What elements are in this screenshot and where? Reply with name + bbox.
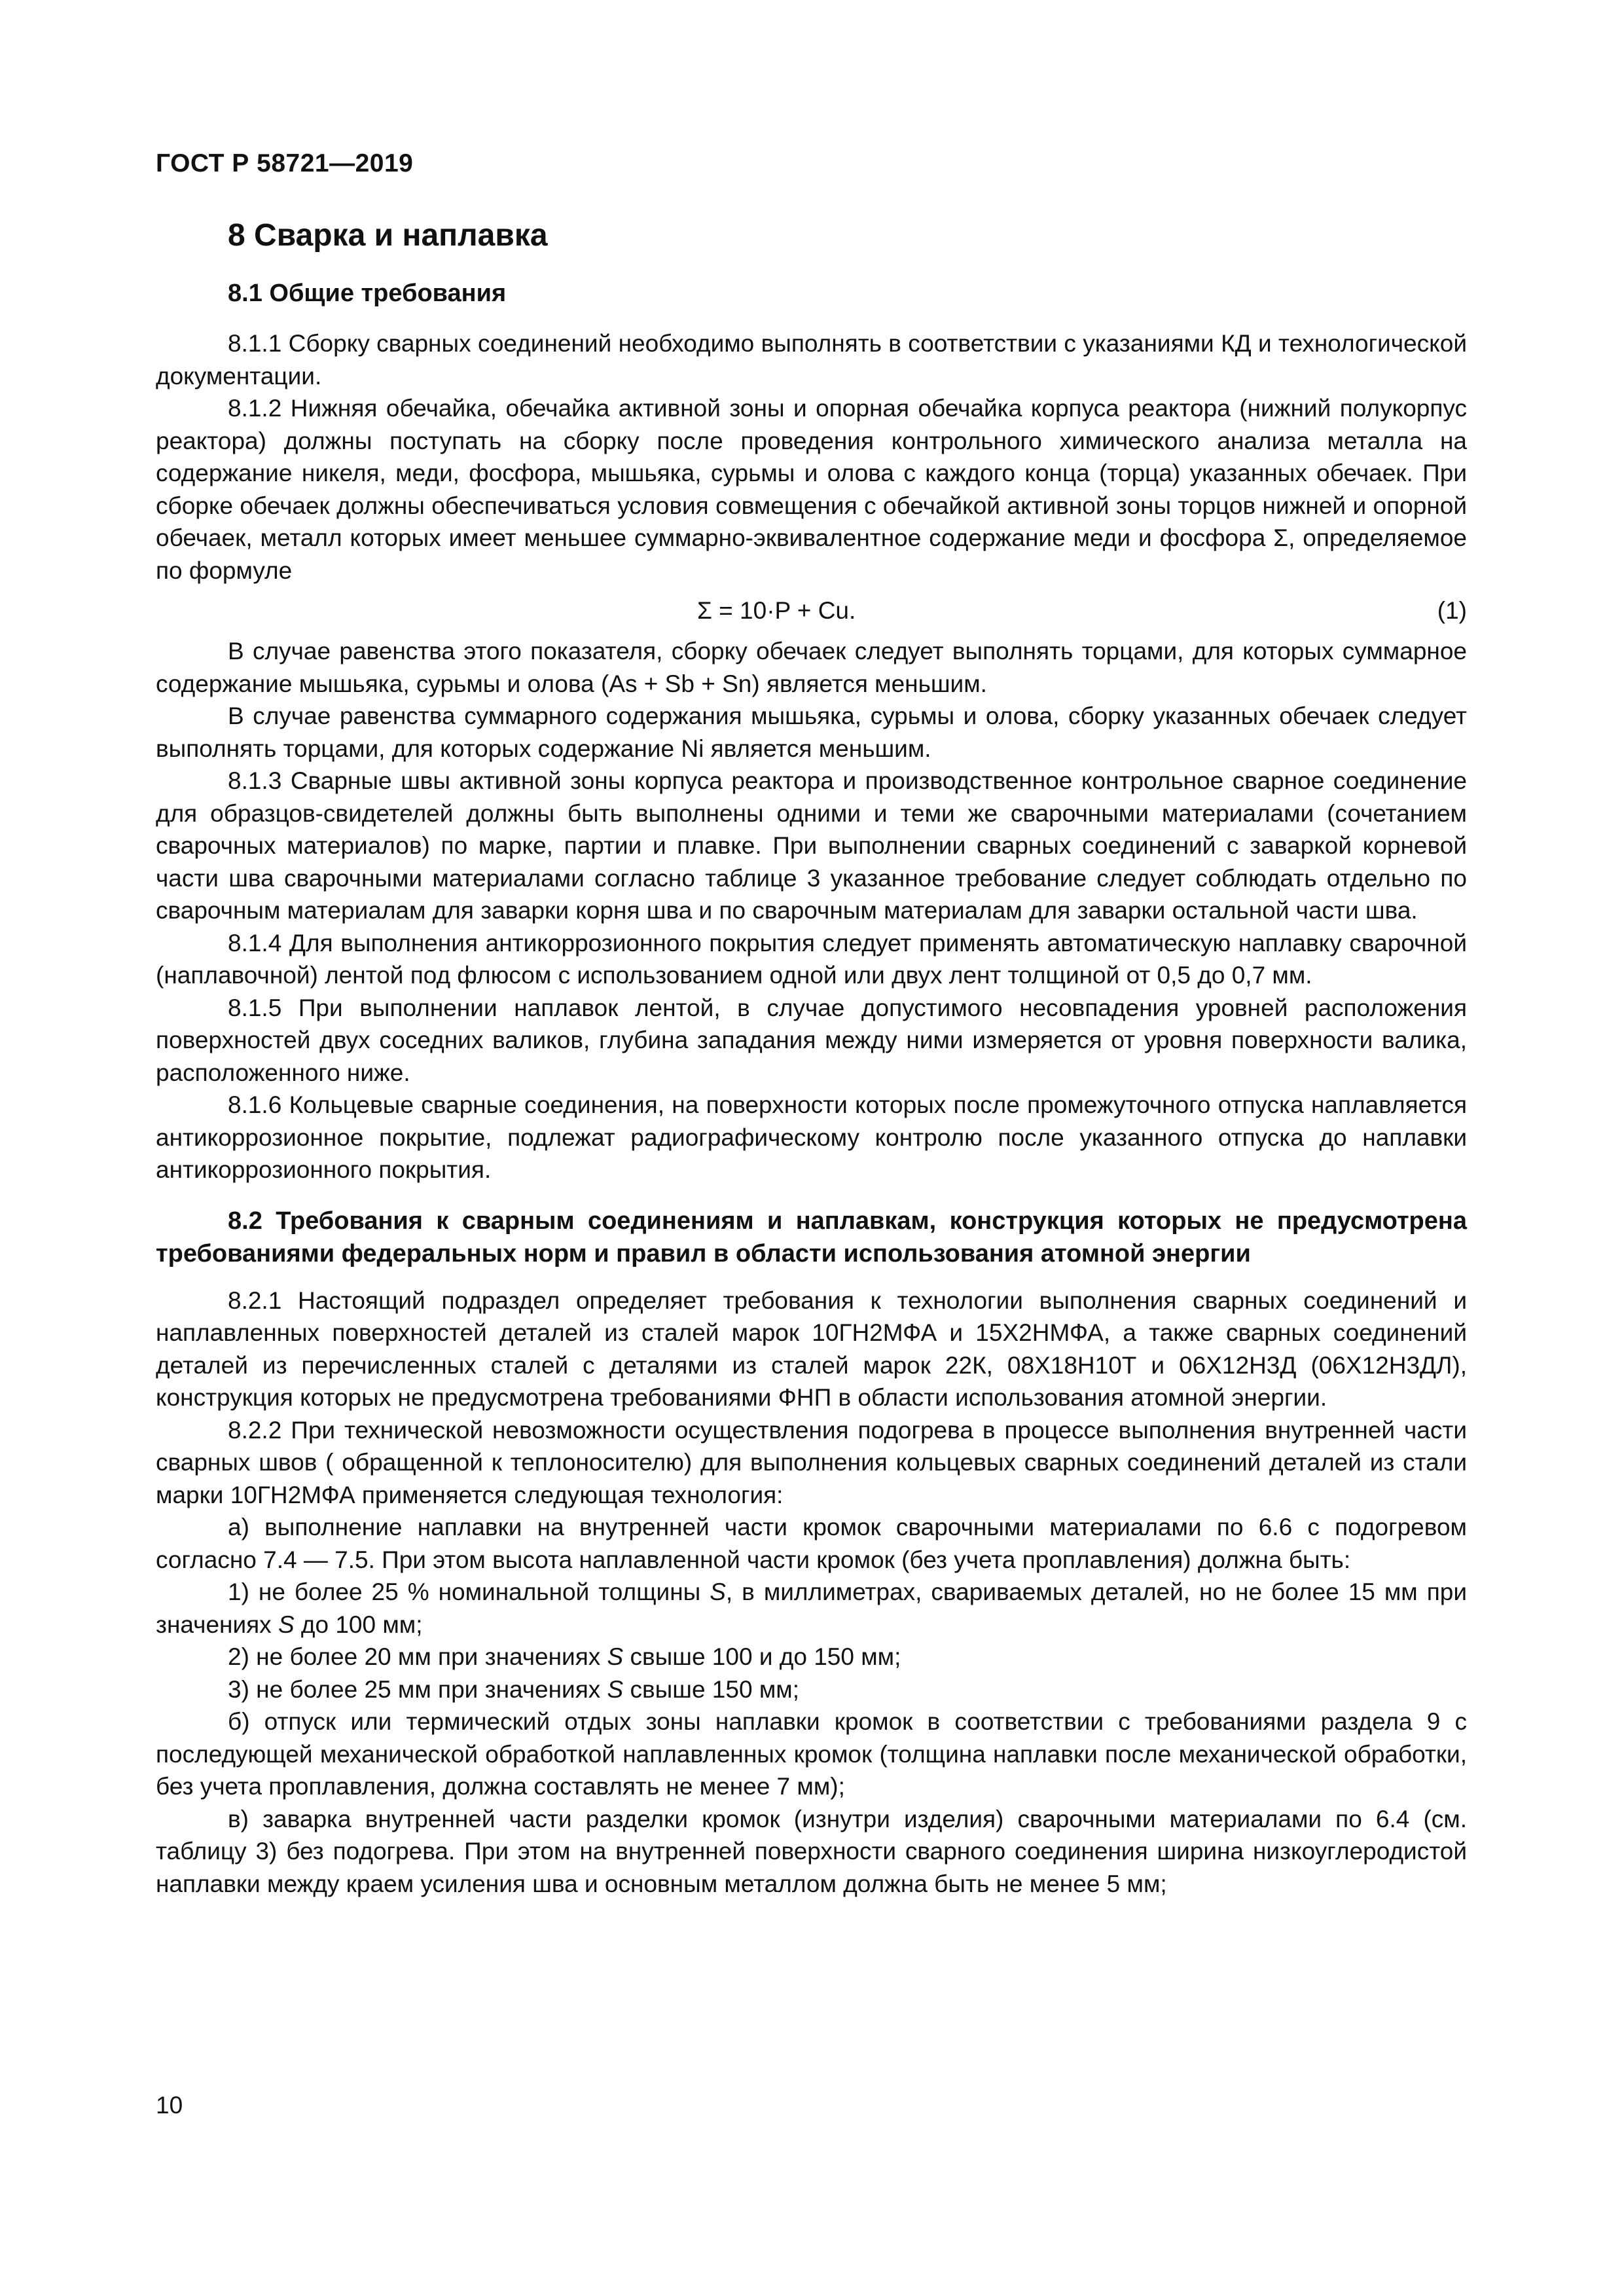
paragraph-8-2-1: 8.2.1 Настоящий подраздел определяет требования к технологии выполнения сварных соединений и наплавленных поверхностей деталей из сталей марок 10ГН2МФА и 15Х2НМФА, а также сварных соединений деталей из перечисленных сталей с деталями из сталей марок 22К, 08Х18Н10Т и 06Х12Н3Д (06Х12Н3ДЛ), конструкция которых не предусмотрена требованиями ФНП в области использования атомной энергии. xyxy=(156,1286,1467,1411)
formula-number: (1) xyxy=(1437,597,1467,624)
paragraph-8-2-2: 8.2.2 При технической невозможности осуществления подогрева в процессе выполнения внутренней части сварных швов ( обращенной к теплоносителю) для выполнения кольцевых сварных соединений деталей из стали марки 10ГН2МФА применяется следующая технология: xyxy=(156,1416,1467,1508)
page-number: 10 xyxy=(156,2092,183,2119)
paragraph-8-1-5: 8.1.5 При выполнении наплавок лентой, в случае допустимого несовпадения уровней расположения поверхностей двух соседних валиков, глубина западания между ними измеряется от уровня поверхности валика, расположенного ниже. xyxy=(156,994,1467,1086)
document-code-header: ГОСТ Р 58721—2019 xyxy=(156,149,414,177)
subsection-title-8-1: 8.1 Общие требования xyxy=(228,280,507,307)
formula-block xyxy=(156,594,1467,631)
paragraph-8-1-3: 8.1.3 Сварные швы активной зоны корпуса реактора и производственное контрольное сварное соединение для образцов-свидетелей должны быть выполнены одними и теми же сварочными материалами (сочетанием сварочных материалов) по марке, партии и плавке. При выполнении сварных соединений с заваркой корневой части шва сварочными материалами согласно таблице 3 указанное требование следует соблюдать отдельно по сварочным материалам для заварки корня шва и по сварочным материалам для заварки остальной части шва. xyxy=(156,767,1467,924)
list-item-v: в) заварка внутренней части разделки кромок (изнутри изделия) сварочными материалами по 6.4 (см. таблицу 3) без подогрева. При этом на внутренней поверхности сварного соединения ширина низкоуглеродистой наплавки между краем усиления шва и основным металлом должна быть не менее 5 мм; xyxy=(156,1805,1467,1897)
list-item-b: б) отпуск или термический отдых зоны наплавки кромок в соответствии с требованиями раздела 9 с последующей механической обработкой наплавленных кромок (толщина наплавки после механической обработки, без учета проплавления, должна составлять не менее 7 мм); xyxy=(156,1708,1467,1800)
paragraph-equality-2: В случае равенства суммарного содержания мышьяка, сурьмы и олова, сборку указанных обечаек следует выполнять торцами, для которых содержание Ni является меньшим. xyxy=(156,702,1467,762)
section-title: 8 Сварка и наплавка xyxy=(228,218,548,253)
list-item-1: 1) не более 25 % номинальной толщины S, в миллиметрах, свариваемых деталей, но не более 15 мм при значениях S до 100 мм; xyxy=(156,1578,1467,1638)
document-body xyxy=(156,216,1467,1900)
paragraph-8-1-2: 8.1.2 Нижняя обечайка, обечайка активной зоны и опорная обечайка корпуса реактора (нижний полукорпус реактора) должны поступать на сборку после проведения контрольного химического анализа металла на содержание никеля, меди, фосфора, мышьяка, сурьмы и олова с каждого конца (торца) указанных обечаек. При сборке обечаек должны обеспечиваться условия совмещения с обечайкой активной зоны торцов нижней и опорной обечаек, металл которых имеет меньшее суммарно-эквивалентное содержание меди и фосфора Σ, определяемое по формуле xyxy=(156,395,1467,584)
list-item-a: а) выполнение наплавки на внутренней части кромок сварочными материалами по 6.6 с подогревом согласно 7.4 — 7.5. При этом высота наплавленной части кромок (без учета проплавления) должна быть: xyxy=(156,1514,1467,1573)
paragraph-8-1-4: 8.1.4 Для выполнения антикоррозионного покрытия следует применять автоматическую наплавку сварочной (наплавочной) лентой под флюсом с использованием одной или двух лент толщиной от 0,5 до 0,7 мм. xyxy=(156,929,1467,989)
list-item-3: 3) не более 25 мм при значениях S свыше 150 мм; xyxy=(228,1675,799,1703)
paragraph-equality-1: В случае равенства этого показателя, сборку обечаек следует выполнять торцами, для которых суммарное содержание мышьяка, сурьмы и олова (As + Sb + Sn) является меньшим. xyxy=(156,638,1467,697)
subsection-title-8-2: 8.2 Требования к сварным соединениям и наплавкам, конструкция которых не предусмотрена требованиями федеральных норм и правил в области использования атомной энергии xyxy=(156,1207,1467,1267)
formula-expression: Σ = 10·P + Cu. xyxy=(697,597,856,624)
paragraph-8-1-1: 8.1.1 Сборку сварных соединений необходимо выполнять в соответствии с указаниями КД и технологической документации. xyxy=(156,330,1467,390)
list-item-2: 2) не более 20 мм при значениях S свыше 100 и до 150 мм; xyxy=(228,1643,901,1670)
paragraph-8-1-6: 8.1.6 Кольцевые сварные соединения, на поверхности которых после промежуточного отпуска наплавляется антикоррозионное покрытие, подлежат радиографическому контролю после указанного отпуска до наплавки антикоррозионного покрытия. xyxy=(156,1091,1467,1183)
